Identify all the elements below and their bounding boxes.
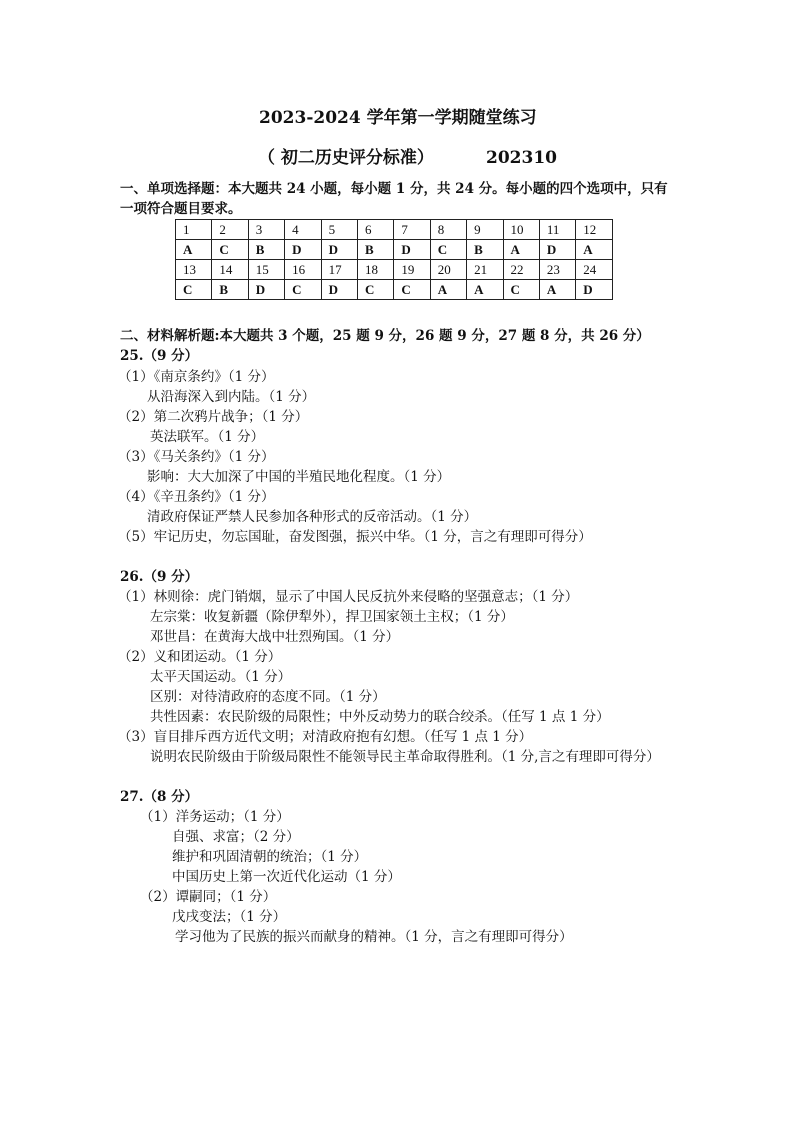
page-title: 2023-2024 学年第一学期随堂练习 <box>259 108 537 128</box>
table-cell: D <box>576 280 612 300</box>
table-cell: 6 <box>357 220 393 240</box>
table-cell: D <box>248 280 284 300</box>
table-cell: 16 <box>285 260 321 280</box>
answer-line: （3）盲目排斥西方近代文明；对清政府抱有幻想。（任写 1 点 1 分） <box>118 729 533 745</box>
table-cell: A <box>576 240 612 260</box>
section2-heading: 二、材料解析题:本大题共 3 个题，25 题 9 分，26 题 9 分，27 题 8 分，共 26 分） <box>120 328 650 344</box>
answer-line: 学习他为了民族的振兴而献身的精神。（1 分，言之有理即可得分） <box>175 929 573 945</box>
answer-line: 从沿海深入到内陆。（1 分） <box>147 389 316 405</box>
table-cell: 5 <box>321 220 357 240</box>
table-cell: C <box>212 240 248 260</box>
answer-line: （1）《南京条约》（1 分） <box>118 369 275 385</box>
table-cell: B <box>248 240 284 260</box>
answer-line: 英法联军。（1 分） <box>150 429 265 445</box>
q25-header: 25.（9 分） <box>120 348 199 364</box>
table-cell: 15 <box>248 260 284 280</box>
answer-line: （5）牢记历史，勿忘国耻，奋发图强，振兴中华。（1 分，言之有理即可得分） <box>118 529 592 545</box>
table-cell: C <box>176 280 212 300</box>
table-cell: 22 <box>503 260 539 280</box>
table-cell: D <box>321 240 357 260</box>
table-cell: 14 <box>212 260 248 280</box>
answer-line: （4）《辛丑条约》（1 分） <box>118 489 275 505</box>
page-subtitle: （ 初二历史评分标准） <box>258 148 434 168</box>
table-cell: 11 <box>539 220 575 240</box>
table-cell: B <box>467 240 503 260</box>
table-cell: 1 <box>176 220 212 240</box>
table-cell: A <box>539 280 575 300</box>
table-cell: D <box>321 280 357 300</box>
answer-line: 影响：大大加深了中国的半殖民地化程度。（1 分） <box>147 469 451 485</box>
answer-line: 戊戌变法；（1 分） <box>172 909 287 925</box>
answer-line: （2）义和团运动。（1 分） <box>118 649 282 665</box>
table-row <box>176 240 613 260</box>
table-cell: 13 <box>176 260 212 280</box>
q27-header: 27.（8 分） <box>120 789 199 805</box>
answer-line: 邓世昌：在黄海大战中壮烈殉国。（1 分） <box>150 629 400 645</box>
page-code: 202310 <box>486 148 557 168</box>
answer-line: 说明农民阶级由于阶级局限性不能领导民主革命取得胜利。（1 分,言之有理即可得分） <box>150 749 660 765</box>
table-cell: B <box>357 240 393 260</box>
table-cell: 9 <box>467 220 503 240</box>
table-cell: C <box>394 280 430 300</box>
table-cell: A <box>176 240 212 260</box>
table-cell: 24 <box>576 260 612 280</box>
table-cell: 18 <box>357 260 393 280</box>
answer-line: （2）谭嗣同；（1 分） <box>140 889 277 905</box>
answer-line: 自强、求富；（2 分） <box>172 829 300 845</box>
table-cell: 17 <box>321 260 357 280</box>
answer-line: 左宗棠：收复新疆（除伊犁外），捍卫国家领土主权；（1 分） <box>150 609 514 625</box>
table-cell: 2 <box>212 220 248 240</box>
section1-heading: 一、单项选择题：本大题共 24 小题，每小题 1 分，共 24 分。每小题的四个选项中，只有 <box>120 181 668 197</box>
section1-heading-cont: 一项符合题目要求。 <box>120 201 242 217</box>
q26-header: 26.（9 分） <box>120 569 199 585</box>
table-cell: 12 <box>576 220 612 240</box>
table-cell: B <box>212 280 248 300</box>
table-cell: 23 <box>539 260 575 280</box>
answer-table <box>175 219 613 300</box>
table-row <box>176 260 613 280</box>
answer-line: 中国历史上第一次近代化运动（1 分） <box>172 869 401 885</box>
table-cell: 21 <box>467 260 503 280</box>
table-cell: A <box>430 280 466 300</box>
answer-line: （3）《马关条约》（1 分） <box>118 449 275 465</box>
table-cell: D <box>285 240 321 260</box>
answer-line: 太平天国运动。（1 分） <box>150 669 292 685</box>
answer-line: 维护和巩固清朝的统治；（1 分） <box>172 849 368 865</box>
table-cell: 10 <box>503 220 539 240</box>
table-row <box>176 220 613 240</box>
table-cell: 8 <box>430 220 466 240</box>
table-cell: C <box>357 280 393 300</box>
answer-line: （2）第二次鸦片战争；（1 分） <box>118 409 309 425</box>
table-cell: A <box>503 240 539 260</box>
table-cell: A <box>467 280 503 300</box>
table-cell: C <box>503 280 539 300</box>
answer-line: （1）林则徐：虎门销烟，显示了中国人民反抗外来侵略的坚强意志；（1 分） <box>118 589 579 605</box>
answer-line: 清政府保证严禁人民参加各种形式的反帝活动。（1 分） <box>147 509 478 525</box>
table-cell: 19 <box>394 260 430 280</box>
table-cell: C <box>430 240 466 260</box>
table-row <box>176 280 613 300</box>
table-cell: 7 <box>394 220 430 240</box>
table-cell: 4 <box>285 220 321 240</box>
answer-line: 区别：对待清政府的态度不同。（1 分） <box>150 689 386 705</box>
table-cell: D <box>539 240 575 260</box>
table-cell: D <box>394 240 430 260</box>
answer-line: 共性因素：农民阶级的局限性；中外反动势力的联合绞杀。（任写 1 点 1 分） <box>150 709 610 725</box>
answer-line: （1）洋务运动；（1 分） <box>140 809 290 825</box>
table-cell: 20 <box>430 260 466 280</box>
table-cell: C <box>285 280 321 300</box>
table-cell: 3 <box>248 220 284 240</box>
